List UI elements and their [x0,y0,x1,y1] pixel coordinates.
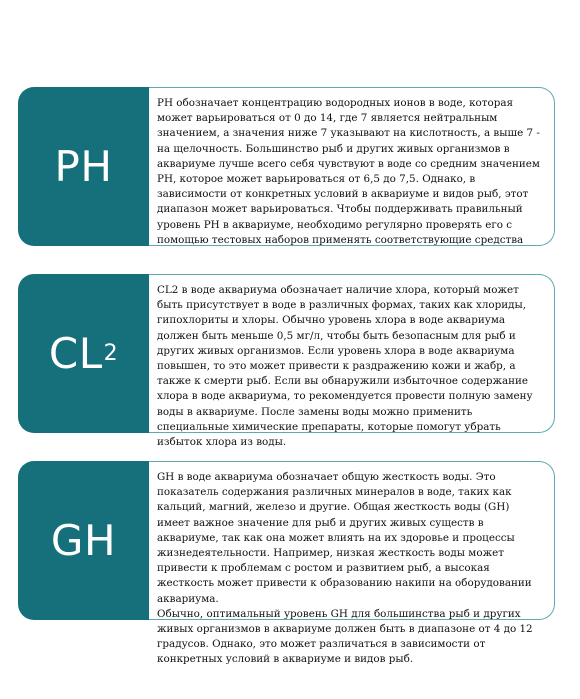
ph-badge-label: PH [54,142,113,191]
cl2-badge [18,274,149,433]
cl2-card [18,274,555,449]
ph-description: PH обозначает концентрацию водородных ионов в воде, которая может варьироваться от 0 до 14, где 7 является нейтральным значением, а значения ниже 7 указывают на кислотность, а выше 7 - на щелочность. Большинство рыб и других живых организмов в аквариуме лучше всего себя чувствуют в воде со средним значением PH, которое может варьироваться от 6,5 до 7,5. Однако, в зависимости от конкретных условий в аквариуме и видов рыб, этот диапазон может варьироваться. Чтобы поддерживать правильный уровень PH в аквариуме, необходимо регулярно проверять его с помощью тестовых наборов применять соответствующие средства [157,97,540,246]
gh-description-box [149,461,555,666]
gh-badge [18,461,149,620]
ph-description-box [149,87,555,246]
gh-description: GH в воде аквариума обозначает общую жесткость воды. Это показатель содержания различных минералов в воде, таких как кальций, магний, железо и другие. Общая жесткость воды (GH) имеет важное значение для рыб и других живых существ в аквариуме, так как она может влиять на их здоровье и процессы жизнедеятельности. Например, низкая жесткость воды может привести к проблемам с ростом и развитием рыб, а высокая жесткость может привести к образованию накипи на оборудовании аквариума. Обычно, оптимальный уровень GH для большинства рыб и других живых организмов в аквариуме должен быть в диапазоне от 4 до 12 градусов. Однако, это может различаться в зависимости от конкретных условий в аквариуме и видов рыб. [157,471,533,666]
gh-card [18,461,555,666]
cl2-badge-subscript: 2 [103,341,119,366]
gh-badge-label: GH [50,516,117,565]
ph-card [18,87,555,246]
ph-badge [18,87,149,246]
cl2-badge-label: CL [48,329,103,378]
cl2-description: CL2 в воде аквариума обозначает наличие хлора, который может быть присутствует в воде в различных формах, таких как хлориды, гипохлориты и хлоры. Обычно уровень хлора в воде аквариума должен быть меньше 0,5 мг/л, чтобы быть безопасным для рыб и других живых организмов. Если уровень хлора в воде аквариума повышен, то это может привести к раздражению кожи и жабр, а также к смерти рыб. Если вы обнаружили избыточное содержание хлора в воде аквариума, то рекомендуется провести полную замену воды в аквариуме. После замены воды можно применить специальные химические препараты, которые помогут убрать избыток хлора из воды. [157,284,533,449]
cl2-description-box [149,274,555,449]
